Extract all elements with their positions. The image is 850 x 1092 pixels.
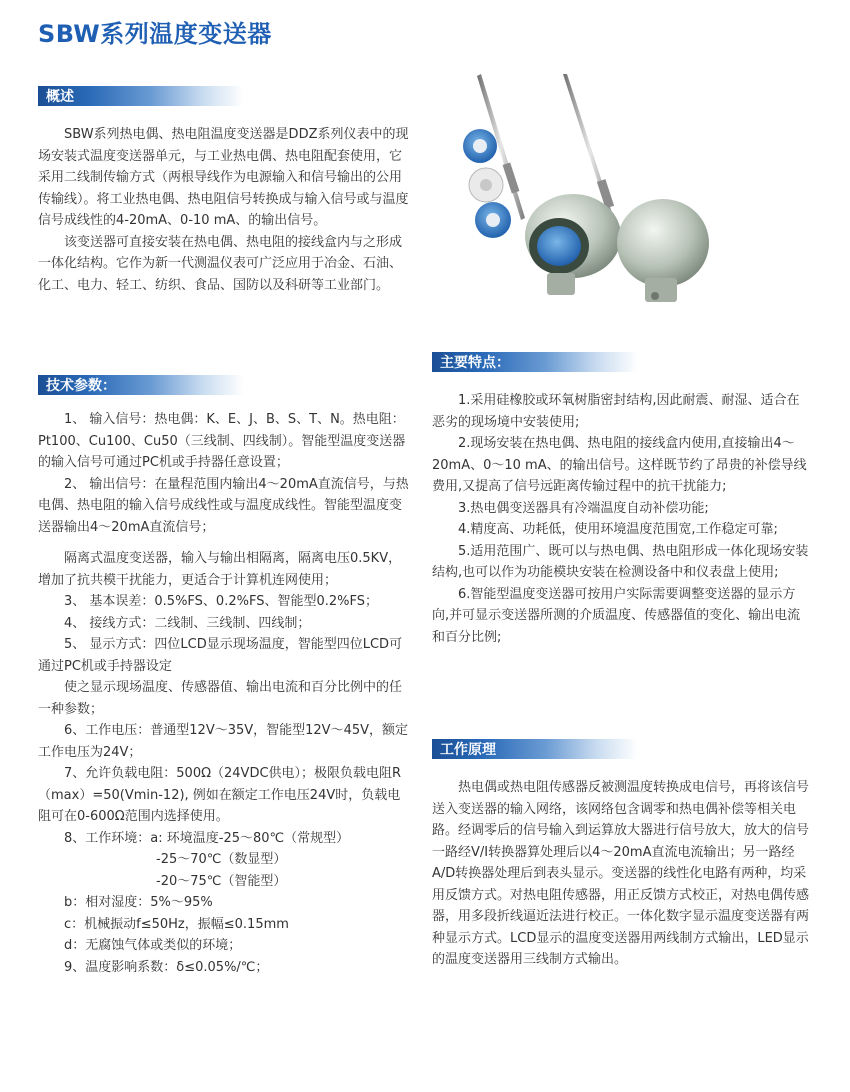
tech-params-text [38,409,410,978]
tech-line: 6、工作电压：普通型12V～35V，智能型12V～45V，额定工作电压为24V； [38,723,409,760]
tech-line: 5、 显示方式：四位LCD显示现场温度，智能型四位LCD可通过PC机或手持器设定 [38,637,403,674]
module-blue-2 [475,202,511,238]
tech-line: 3、 基本误差：0.5%FS、0.2%FS、智能型0.2%FS； [64,594,378,609]
tech-line: 使之显示现场温度、传感器值、输出电流和百分比例中的任一种参数； [38,680,403,717]
module-blue-1 [463,129,497,163]
section-title: 主要特点： [440,355,510,371]
section-header-principle [432,739,638,759]
tech-line: 2、 输出信号：在量程范围内输出4～20mA直流信号，与热电偶、热电阻的输入信号成线性或与温度成线性。智能型温度变送器输出4～20mA直流信号； [38,476,409,535]
page-title: SBW系列温度变送器 [38,20,272,48]
section-title: 工作原理 [440,742,496,758]
feature-item: 5.适用范围广、既可以与热电偶、热电阻形成一体化现场安装结构,也可以作为功能模块安装在检测设备中和仪表盘上使用; [432,543,809,580]
features-text [432,390,810,648]
overview-text [38,124,410,296]
section-header-overview [38,86,244,106]
feature-item: 1.采用硅橡胶或环氧树脂密封结构,因此耐震、耐湿、适合在恶劣的现场境中安装使用; [432,393,800,430]
tech-line: -25～70℃（数显型） [156,852,287,867]
tech-line: 8、工作环境：a: 环境温度-25～80℃（常规型） [64,830,350,846]
principle-paragraph: 热电偶或热电阻传感器反被测温度转换成电信号，再将该信号送入变送器的输入网络，该网络包含调零和热电偶补偿等相关电路。经调零后的信号输入到运算放大器进行信号放大，放大的信号一路经V/I转换器算处理后以4～20mA直流电流输出；另一路经A/D转换器处理后到表头显示。变送器的线性化电路有两种，均采用反馈方式。对热电阻传感器，用正反馈方式校正，对热电偶传感器，用多段折线逼近法进行校正。一体化数字显示温度变送器有两种显示方式。LCD显示的温度变送器用两线制方式输出，LED显示的温度变送器用三线制方式输出。 [432,780,810,967]
principle-text [432,777,810,971]
feature-item: 4.精度高、功耗低，使用环境温度范围宽,工作稳定可靠; [458,522,778,537]
module-white [469,168,503,202]
feature-item: 2.现场安装在热电偶、热电阻的接线盒内使用,直接输出4～20mA、0～10 mA、的输出信号。这样既节约了昂贵的补偿导线费用,又提高了信号远距离传输过程中的抗干扰能力; [432,436,807,494]
tech-line: -20～75℃（智能型） [156,873,287,889]
product-photo [455,68,810,323]
overview-paragraph: 该变送器可直接安装在热电偶、热电阻的接线盒内与之形成一体化结构。它作为新一代测温仪表可广泛应用于冶金、石油、化工、电力、轻工、纺织、食品、国防以及科研等工业部门。 [38,234,403,293]
feature-item: 6.智能型温度变送器可按用户实际需要调整变送器的显示方向,并可显示变送器所测的介质温度、传感器值的变化、输出电流和百分比例; [432,586,801,645]
tech-line: 9、温度影响系数：δ≤0.05%/℃； [64,959,269,975]
overview-paragraph: SBW系列热电偶、热电阻温度变送器是DDZ系列仪表中的现场安装式温度变送器单元，与工业热电偶、热电阻配套使用，它采用二线制传输方式（两根导线作为电源输入和信号输出的公用传输线）。将工业热电偶、热电阻信号转换成与输入信号或与温度信号成线性的4-20mA、0-10 mA、的输出信号。 [38,127,409,228]
tech-line: 4、 接线方式：二线制、三线制、四线制； [64,615,311,631]
section-title: 技术参数： [46,378,116,394]
tech-line: d：无腐蚀气体或类似的环境； [64,938,242,953]
section-header-tech [38,375,244,395]
tech-line: 隔离式温度变送器，输入与输出相隔离，隔离电压0.5KV，增加了抗共模干扰能力，更适合于计算机连网使用； [38,551,402,588]
feature-item: 3.热电偶变送器具有冷端温度自动补偿功能; [458,500,709,516]
tech-line: 7、允许负载电阻：500Ω（24VDC供电）；极限负载电阻R（max）=50(Vmin-12), 例如在额定工作电压24V时，负载电阻可在0-600Ω范围内选择使用。 [38,766,402,824]
tech-line: b：相对湿度：5%～95% [64,895,213,910]
section-title: 概述 [46,89,74,105]
section-header-features [432,352,638,372]
tech-line: 1、 输入信号：热电偶：K、E、J、B、S、T、N。热电阻： Pt100、Cu100、Cu50（三线制、四线制）。智能型温度变送器的输入信号可通过PC机或手持器任意设置； [38,412,406,470]
tech-line: c：机械振动f≤50Hz，振幅≤0.15mm [64,916,289,932]
